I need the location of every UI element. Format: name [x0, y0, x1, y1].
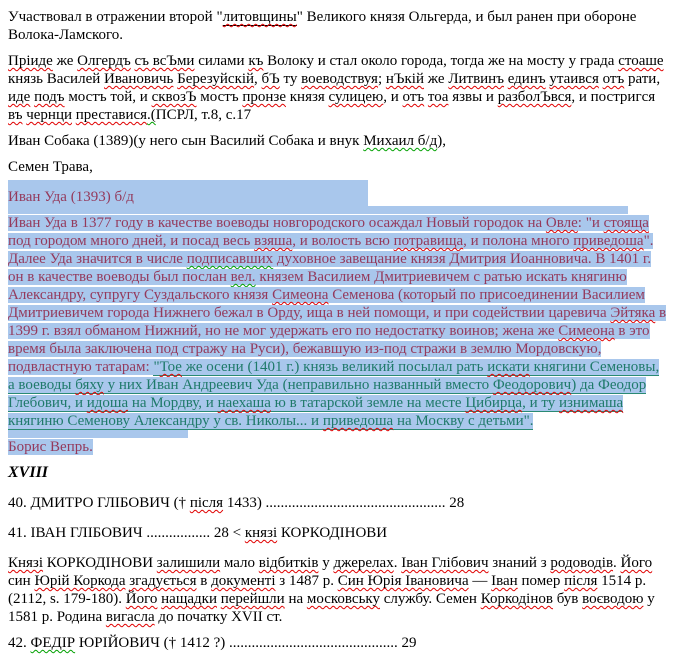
text-run: княгини Семеновы, а воеводы — [8, 359, 660, 393]
text-run: Його — [125, 591, 158, 607]
text-run: князя — [286, 89, 329, 105]
text-run: Олгердъ — [77, 53, 131, 69]
selection-band-middle — [8, 206, 628, 214]
text-run: чернци — [26, 107, 73, 123]
text-run: искати — [487, 359, 530, 375]
text-run: княгиню Семенову Александру у св. Николы... и — [8, 413, 323, 429]
text-run: язвы и — [448, 89, 498, 105]
text-run: у — [318, 555, 334, 571]
text-run: Иван Собака (1389)(у него сын Василий Собака и внук — [8, 133, 364, 149]
text-run: нащадки — [161, 591, 217, 607]
text-run: у них Иван Андреевич Уда (неправильно названный вместо — [103, 377, 493, 393]
text-run: залишили — [156, 555, 221, 571]
text-run: Эйтяка — [610, 305, 656, 321]
text-run: , и полона много — [463, 233, 574, 249]
text-run: Цибирца — [465, 395, 523, 411]
text-run: утаився — [549, 71, 599, 87]
text-run: подписавших — [186, 251, 274, 267]
text-run: 41. ІВАН ГЛІБОВИЧ ................. 28 < — [8, 525, 245, 541]
text-run: Иван Уда в 1377 году в качестве воеводы новгородского осаждал Новый городок на — [8, 215, 546, 231]
text-run: Коркодінов — [480, 591, 553, 607]
text-run: перейшли — [220, 591, 285, 607]
text-run: вел. — [230, 269, 256, 285]
text-run: единъ — [507, 71, 546, 87]
paragraph-chronicle-quote — [8, 52, 669, 124]
text-run: 40. ДМИТРО ГЛІБОВИЧ († — [8, 495, 190, 511]
section-heading-xviii — [8, 464, 669, 482]
text-run: , и волость всю — [292, 233, 394, 249]
text-run: Ивановичь — [104, 71, 174, 87]
text-run: Юрій Коркода — [34, 573, 126, 589]
text-run: помер — [517, 573, 565, 589]
text-run: Його — [620, 555, 653, 571]
text-run: ю в татарской земле на месте — [270, 395, 466, 411]
text-run: сулицею — [328, 89, 384, 105]
text-run: з 1487 р. — [275, 573, 338, 589]
text-run: КОРКОДІНОВИ — [43, 555, 157, 571]
index-item-41 — [8, 524, 669, 542]
selected-line-ivan-uda — [8, 188, 368, 206]
text-run: же — [423, 71, 449, 87]
line-ivan-sobaka — [8, 132, 669, 150]
text-run: Іван — [491, 573, 518, 589]
text-run: ту — [279, 71, 302, 87]
text-run: разболЪвся — [497, 89, 572, 105]
text-run: мостъ — [196, 89, 243, 105]
text-run: отъ — [602, 71, 625, 87]
text-run: московську — [306, 591, 380, 607]
text-run: Іван Глібович — [401, 555, 489, 571]
index-item-40 — [8, 494, 669, 512]
paragraph-intro — [8, 8, 669, 44]
text-run: на Мордву, и — [128, 395, 218, 411]
text-run: ФЕДІР — [30, 635, 76, 651]
text-run: нЪкій — [385, 71, 424, 87]
text-run: , и постригся — [571, 89, 656, 105]
text-run: Михаил б/д — [363, 133, 438, 149]
text-run: под городом много дней, и посад весь — [8, 233, 255, 249]
text-run: пронзе — [242, 89, 286, 105]
text-run: , — [254, 71, 262, 87]
selection-band-bottom — [8, 430, 188, 438]
text-run: приведоша — [573, 233, 644, 249]
text-run: джерелах — [333, 555, 394, 571]
text-run: родоводів — [550, 555, 614, 571]
text-run: приведоша — [322, 413, 394, 429]
text-run: був — [552, 591, 583, 607]
text-run: Тое — [159, 359, 182, 375]
text-run: Борис Вепрь. — [8, 439, 93, 455]
text-run: князем Василием Дмитриевичем с ратью искать княгиню Александру, супругу Суздальского князя — [8, 269, 627, 303]
text-run: потравища — [393, 233, 464, 249]
text-run: в это время была заключена под стражу на Руси), бежавшую из-под стражи в землю Мордовскую, подвластную татарам: — [8, 323, 650, 375]
text-run: Семен Трава, — [8, 159, 93, 175]
text-run: на Москву с детьми". — [393, 413, 534, 429]
text-run: стояща — [603, 215, 649, 231]
text-run: тоа — [427, 89, 449, 105]
text-run: Литвинъ — [448, 71, 504, 87]
text-run: знаний з — [488, 555, 551, 571]
text-run: ЮРІЙОВИЧ († 1412 ?) ............................................. 29 — [75, 635, 417, 651]
text-run: преставися — [75, 107, 148, 123]
index-item-42 — [8, 634, 669, 652]
text-run: Феодорович — [492, 377, 572, 393]
text-run: взяша — [254, 233, 293, 249]
selected-paragraph-ivan-uda-bio — [8, 214, 669, 430]
text-run: литовщины — [222, 9, 297, 25]
text-run: 1433) ................................................ 28 — [223, 495, 465, 511]
text-run: Березуйскій — [177, 71, 255, 87]
text-run: Иван Уда (1393) б/д — [8, 189, 134, 205]
text-run: силами — [194, 53, 249, 69]
text-run: . — [393, 555, 402, 571]
text-run: : "и — [577, 215, 604, 231]
text-run: вигасла — [105, 609, 155, 625]
text-run: подъ — [34, 89, 65, 105]
line-semen-trava — [8, 158, 669, 176]
text-run: наехаша — [217, 395, 271, 411]
text-run: після — [564, 573, 598, 589]
text-run: бяху — [75, 377, 104, 393]
text-run: Волоку и стал около города, тогда же на мосту у града — [263, 53, 619, 69]
text-run: же — [52, 53, 78, 69]
text-run: изнимаша — [558, 395, 624, 411]
text-run: Князі — [8, 555, 44, 571]
text-run: ; — [377, 71, 386, 87]
text-run: духовное завещание князя Дмитрия Иоанновича. В 1401 г. он в качестве воеводы был послан — [8, 251, 652, 285]
text-run: ) да Феодор Глебович, и — [8, 377, 647, 411]
text-run: Пріиде — [8, 53, 53, 69]
text-run: воєводою — [582, 591, 644, 607]
text-run: ". Далее Уда значится в числе — [8, 233, 654, 267]
text-run: " Великого князя Ольгерда, и был ранен при обороне Волока-Ламского. — [8, 9, 637, 43]
text-run: в 1399 г. взял обманом Нижний, но не мог удержать его по недостатку воинов; жена же — [8, 305, 667, 339]
text-run: иде — [8, 89, 31, 105]
text-run: , и — [383, 89, 403, 105]
text-run: Семенова (который по присоединении Василием Дмитриевичем города Нижнего бежал в Орду, ища в ней помощи, и при содействии царевича — [8, 287, 645, 321]
text-run: відбитків — [258, 555, 319, 571]
text-run: у 1581 р. Родина — [8, 591, 655, 625]
text-run: XVIII — [8, 464, 49, 481]
text-run: .( — [147, 107, 156, 123]
text-run: идоша — [86, 395, 129, 411]
text-run: сквозЪ — [151, 89, 197, 105]
text-run: син — [8, 573, 35, 589]
text-run: " — [153, 359, 160, 375]
text-run: документі — [211, 573, 276, 589]
text-run: бЪ — [261, 71, 280, 87]
text-run: князі — [244, 525, 278, 541]
text-run: Овле — [545, 215, 578, 231]
text-run: Симеона — [272, 287, 329, 303]
text-run: ПСРЛ, т.8, с.17 — [155, 107, 252, 123]
selection-band-top — [8, 180, 368, 188]
text-run: къ — [248, 53, 264, 69]
text-run: отъ — [402, 89, 425, 105]
text-run: мостъ той, и — [64, 89, 152, 105]
text-run: въ — [8, 107, 23, 123]
text-run: Син Юрія Івановича — [337, 573, 469, 589]
text-run: 42. — [8, 635, 31, 651]
text-run: після — [189, 495, 224, 511]
text-run: згадується — [129, 573, 197, 589]
text-run: 1514 р. (2112, s. 179-180). — [8, 573, 647, 607]
text-run: на — [284, 591, 307, 607]
text-run: съ всЪми — [134, 53, 195, 69]
text-run: . — [613, 555, 621, 571]
text-run: ), — [437, 133, 446, 149]
text-run: в — [196, 573, 212, 589]
selected-line-boris-vepr — [8, 438, 669, 456]
text-run: стоаше — [618, 53, 664, 69]
text-run: князь Василей — [8, 71, 104, 87]
text-run: же осени (1401 г.) князь великий посылал рать — [181, 359, 488, 375]
text-run: службу. Семен — [380, 591, 481, 607]
paragraph-korkodinovy — [8, 554, 669, 626]
text-run: мало — [220, 555, 259, 571]
text-run: воеводствуя — [301, 71, 378, 87]
text-run: до початку XVII ст. — [154, 609, 283, 625]
text-run: Симеона — [558, 323, 615, 339]
text-run: Участвовал в отражении второй " — [8, 9, 223, 25]
text-run: рати, — [624, 71, 661, 87]
text-run: , и ту — [522, 395, 559, 411]
text-run: — — [468, 573, 492, 589]
text-run: КОРКОДІНОВИ — [277, 525, 388, 541]
